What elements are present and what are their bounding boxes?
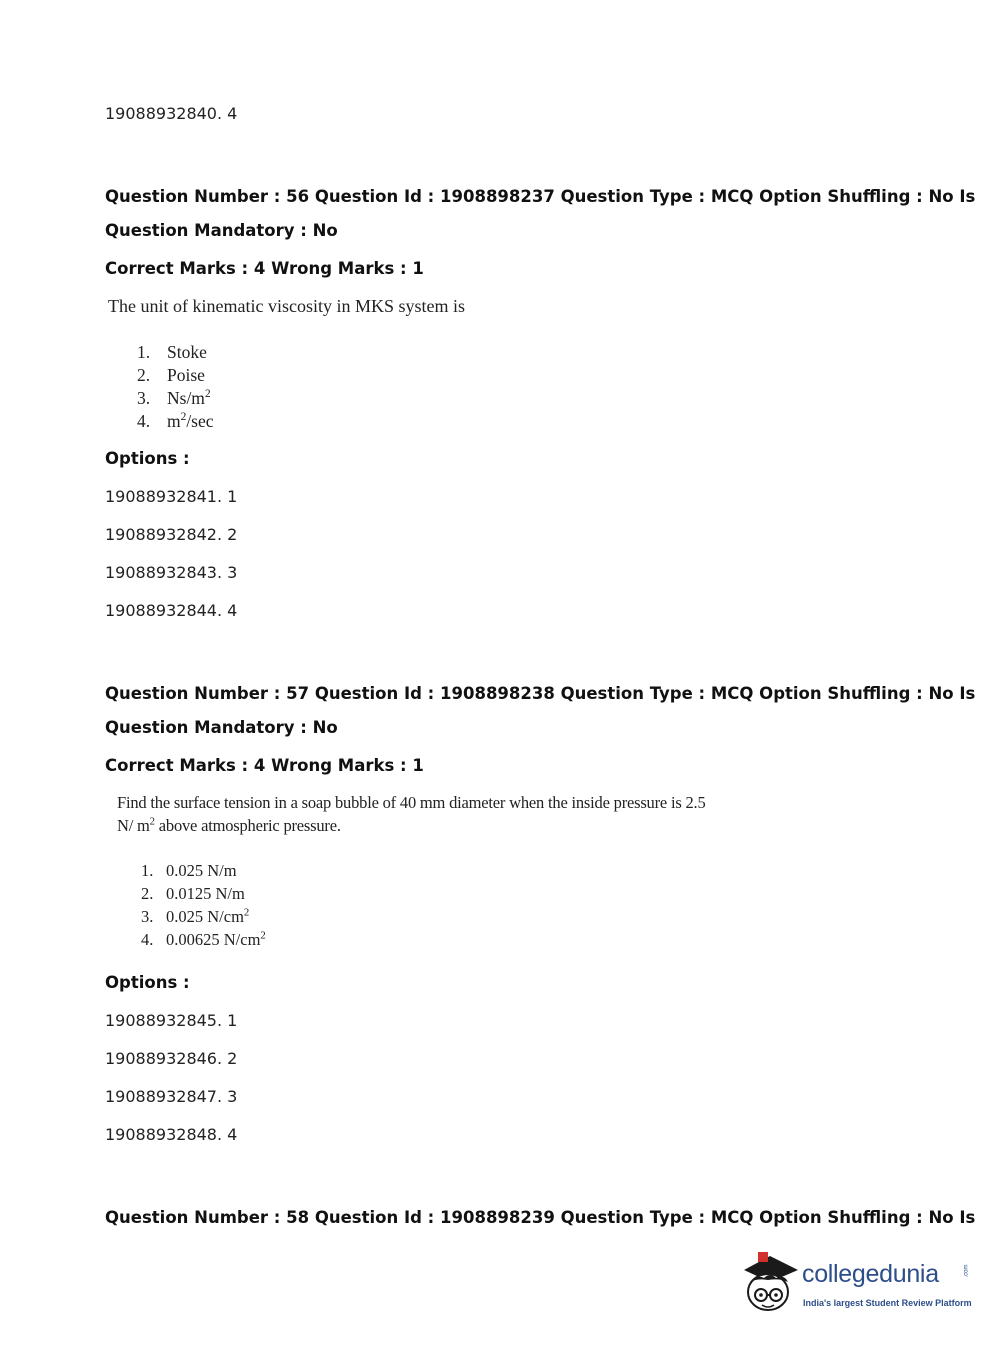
mascot-icon xyxy=(740,1248,802,1318)
answer-choice: 4. 0.00625 $N/cm^2$ xyxy=(141,929,266,949)
option-item: 19088932843. 3 xyxy=(105,563,238,582)
answer-choice: 3. $Ns/m^2$ xyxy=(137,388,211,408)
answer-choice: 2. 0.0125 N/m xyxy=(141,884,245,903)
answer-choice: 4. $m^2/\sec$ xyxy=(137,411,214,431)
question-marks: Correct Marks : 4 Wrong Marks : 1 xyxy=(105,259,424,278)
logo-wordmark: collegedunia xyxy=(802,1260,939,1288)
answer-choice: 3. 0.025 $N/cm^2$ xyxy=(141,906,250,926)
answer-choices xyxy=(141,861,266,953)
question-header: Question Number : 58 Question Id : 1908898239 Question Type : MCQ Option Shuffling : No Is xyxy=(105,1208,976,1227)
question-header: Question Number : 57 Question Id : 1908898238 Question Type : MCQ Option Shuffling : No Is xyxy=(105,684,976,703)
options-label: Options : xyxy=(105,973,190,992)
question-text-line1: Find the surface tension in a soap bubble of 40 mm diameter when the inside pressure is 2.5 xyxy=(117,793,706,812)
collegedunia-logo xyxy=(740,1248,972,1318)
option-item: 19088932845. 1 xyxy=(105,1011,238,1030)
answer-choice: 1. Stoke xyxy=(137,342,207,362)
answer-choices xyxy=(137,342,214,434)
question-text-line2: N/ $m^2$ above atmospheric pressure. xyxy=(117,815,341,835)
answer-choice: 2. Poise xyxy=(137,365,205,385)
question-text: The unit of kinematic viscosity in MKS system is xyxy=(108,296,465,316)
option-item: 19088932848. 4 xyxy=(105,1125,238,1144)
question-marks: Correct Marks : 4 Wrong Marks : 1 xyxy=(105,756,424,775)
option-item: 19088932842. 2 xyxy=(105,525,238,544)
option-item: 19088932847. 3 xyxy=(105,1087,238,1106)
option-item: 19088932846. 2 xyxy=(105,1049,238,1068)
question-mandatory: Question Mandatory : No xyxy=(105,221,338,240)
option-item: 19088932841. 1 xyxy=(105,487,238,506)
option-item: 19088932840. 4 xyxy=(105,104,238,123)
logo-tagline: India's largest Student Review Platform xyxy=(803,1298,972,1308)
question-mandatory: Question Mandatory : No xyxy=(105,718,338,737)
answer-choice: 1. 0.025 N/m xyxy=(141,861,237,880)
options-label: Options : xyxy=(105,449,190,468)
question-header: Question Number : 56 Question Id : 1908898237 Question Type : MCQ Option Shuffling : No Is xyxy=(105,187,976,206)
logo-suffix: .com xyxy=(963,1264,970,1278)
option-item: 19088932844. 4 xyxy=(105,601,238,620)
